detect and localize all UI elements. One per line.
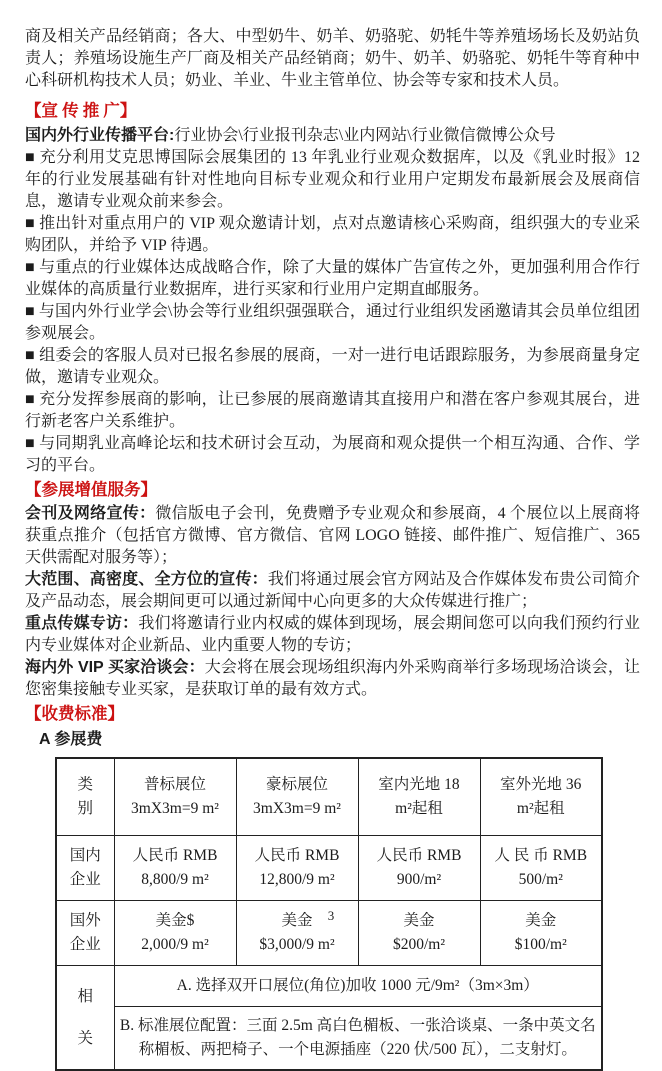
header-cell-category: 类 别 [56, 758, 114, 836]
price-cell: 美金 $200/m² [358, 901, 480, 966]
promotion-bullet: ■ 组委会的客服人员对已报名参展的展商，一对一进行电话跟踪服务，为参展商量身定做，邀请专业观众。 [25, 347, 640, 386]
price-cell: 人 民 币 RMB 500/m² [480, 836, 602, 901]
price-cell: 美金$ 2,000/9 m² [114, 901, 236, 966]
header-cell-standard-booth: 普标展位 3mX3m=9 m² [114, 758, 236, 836]
page-number: 3 [327, 908, 335, 923]
platform-line [25, 125, 640, 147]
service-item [25, 569, 640, 613]
section-heading-promotion: 【宣 传 推 广】 [25, 101, 137, 120]
service-text: 我们将通过展会官方网站及合作媒体发布贵公司简介及产品动态，展会期间更可以通过新闻中心向更多的大众传媒进行推广； [25, 571, 640, 610]
platform-text: 行业协会\行业报刊杂志\业内网站\行业微信微博公众号 [174, 127, 556, 144]
table-row-domestic [56, 836, 602, 901]
service-label: 重点传媒专访： [25, 615, 139, 632]
fees-subheading: A 参展费 [39, 731, 103, 748]
service-label: 大范围、高密度、全方位的宣传： [25, 571, 268, 588]
promotion-bullet: ■ 推出针对重点用户的 VIP 观众邀请计划，点对点邀请核心采购商，组织强大的专业采购团队，并给予 VIP 待遇。 [25, 215, 640, 254]
price-cell: 美金 $3,000/9 m² [236, 901, 358, 966]
table-header-row [56, 758, 602, 836]
header-cell-outdoor-space: 室外光地 36 m²起租 [480, 758, 602, 836]
header-cell-indoor-space: 室内光地 18 m²起租 [358, 758, 480, 836]
price-cell: 人民币 RMB 8,800/9 m² [114, 836, 236, 901]
promotion-bullet: ■ 充分发挥参展商的影响，让已参展的展商邀请其直接用户和潜在客户参观其展台，进行新老客户关系维护。 [25, 391, 640, 430]
service-label: 会刊及网络宣传： [25, 505, 156, 522]
service-text: 大会将在展会现场组织海内外采购商举行多场现场洽谈会，让您密集接触专业买家，是获取订单的最有效方式。 [25, 659, 640, 698]
service-text: 微信版电子会刊，免费赠予专业观众和参展商，4 个展位以上展商将获重点推介（包括官方微博、官方微信、官网 LOGO 链接、邮件推广、短信推广、365 天供需配对服务等）； [25, 505, 640, 566]
row-label-foreign: 国外 企业 [56, 901, 114, 966]
table-row-note-a [56, 966, 602, 1007]
promotion-bullet: ■ 与同期乳业高峰论坛和技术研讨会互动，为展商和观众提供一个相互沟通、合作、学习的平台。 [25, 435, 640, 474]
price-cell: 美金 $100/m² [480, 901, 602, 966]
note-b-cell: B. 标准展位配置：三面 2.5m 高白色楣板、一张洽谈桌、一条中英文名称楣板、两把椅子、一个电源插座（220 伏/500 瓦），二支射灯。 [114, 1007, 602, 1071]
price-cell: 人民币 RMB 12,800/9 m² [236, 836, 358, 901]
service-item [25, 503, 640, 569]
row-label-notes: 相 关 [56, 966, 114, 1071]
note-a-cell: A. 选择双开口展位(角位)加收 1000 元/9m²（3m×3m） [114, 966, 602, 1007]
table-row-note-b [56, 1007, 602, 1071]
service-text: 我们将邀请行业内权威的媒体到现场，展会期间您可以向我们预约行业内专业媒体对企业新品、业内重要人物的专访； [25, 615, 640, 654]
service-item [25, 657, 640, 701]
section-heading-fees: 【收费标准】 [25, 704, 124, 723]
intro-paragraph: 商及相关产品经销商；各大、中型奶牛、奶羊、奶骆驼、奶牦牛等养殖场场长及奶站负责人；养殖场设施生产厂商及相关产品经销商；奶牛、奶羊、奶骆驼、奶牦牛等育种中心科研机构技术人员；奶业、羊业、牛业主管单位、协会等专家和技术人员。 [25, 28, 640, 89]
platform-label: 国内外行业传播平台: [25, 127, 175, 144]
service-item [25, 613, 640, 657]
promotion-bullet: ■ 充分利用艾克思博国际会展集团的 13 年乳业行业观众数据库，以及《乳业时报》12 年的行业发展基础有针对性地向目标专业观众和行业用户定期发布最新展会及展商信息，邀请专业观众前来参会。 [25, 149, 640, 210]
service-label: 海内外 VIP 买家洽谈会： [25, 659, 205, 676]
header-cell-deluxe-booth: 豪标展位 3mX3m=9 m² [236, 758, 358, 836]
price-cell: 人民币 RMB 900/m² [358, 836, 480, 901]
section-heading-value-services: 【参展增值服务】 [25, 480, 157, 499]
row-label-domestic: 国内 企业 [56, 836, 114, 901]
promotion-bullet: ■ 与重点的行业媒体达成战略合作，除了大量的媒体广告宣传之外，更加强利用合作行业媒体的高质量行业数据库，进行买家和行业用户定期直邮服务。 [25, 259, 640, 298]
promotion-bullet: ■ 与国内外行业学会\协会等行业组织强强联合，通过行业组织发函邀请其会员单位组团参观展会。 [25, 303, 640, 342]
